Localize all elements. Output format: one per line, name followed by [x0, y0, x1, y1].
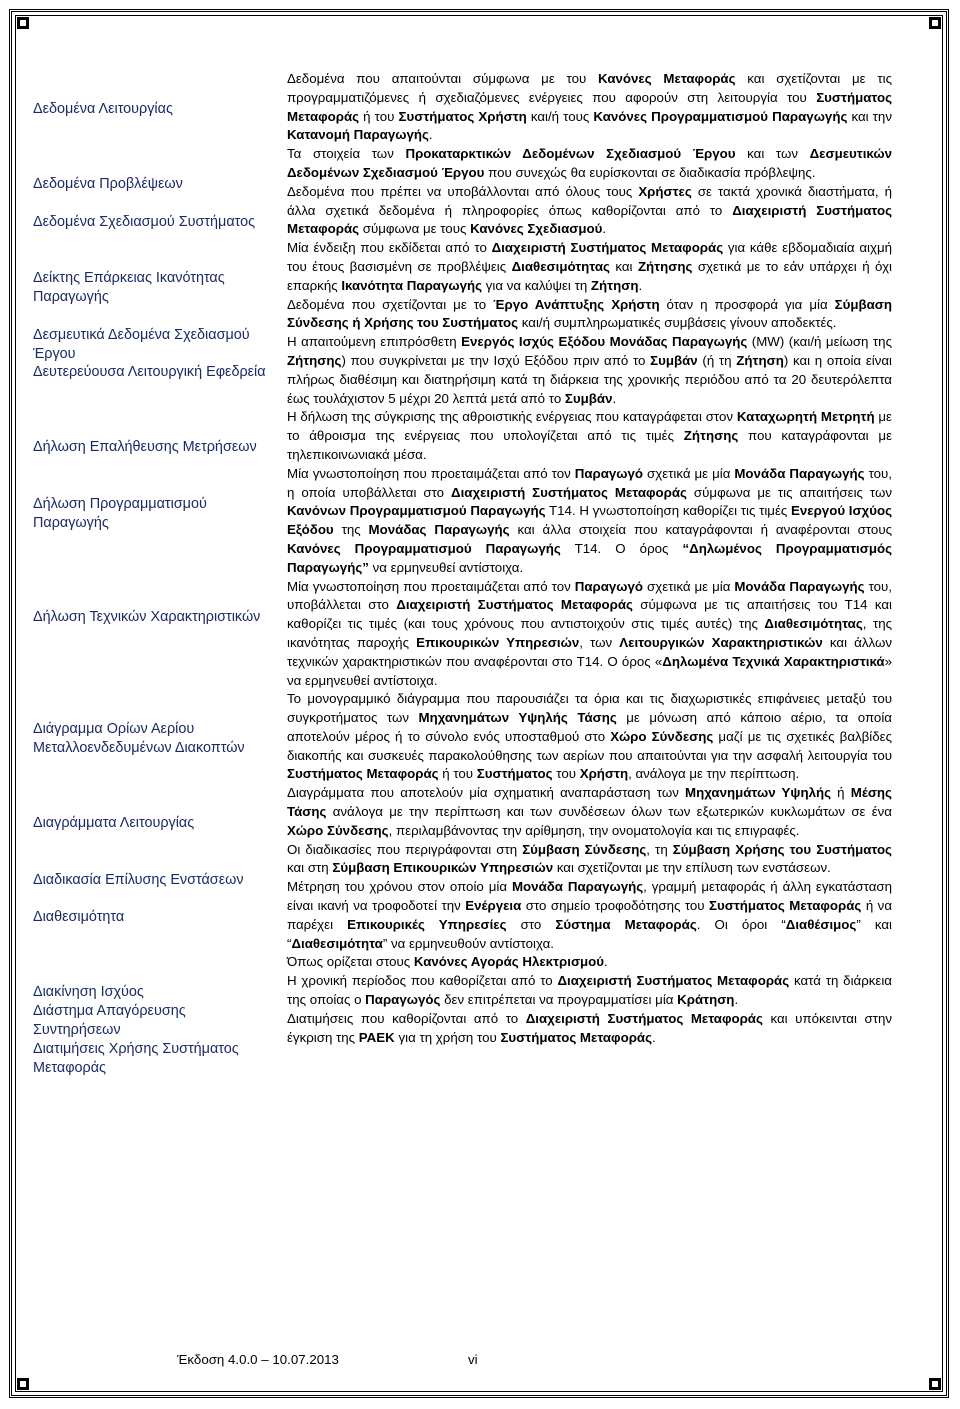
defined-term: Μονάδα Παραγωγής — [511, 879, 644, 895]
defined-term: Διαθεσιμότητας — [764, 616, 863, 632]
definition-text: Μέτρηση του χρόνου στον οποίο μία — [287, 879, 512, 895]
definition-text: και των — [735, 146, 810, 162]
defined-term: Σύμβαση Χρήσης του Συστήματος — [672, 841, 892, 857]
definition-text: σύμφωνα με τους — [359, 221, 471, 237]
defined-term: ΡΑΕΚ — [358, 1029, 395, 1045]
definition-text: Το μονογραμμικό διάγραμμα που παρουσιάζει τα όρια και τις διαχωριστικές επιφάνειες μεταξύ του συγκροτήματος των — [287, 691, 892, 726]
defined-term: Διαθεσιμότητα — [291, 935, 383, 951]
defined-term: Επικουρικές Υπηρεσίες — [347, 916, 507, 932]
term: Διατιμήσεις Χρήσης Συστήματος Μεταφοράς — [33, 1041, 239, 1076]
defined-term: Διαχειριστή Συστήματος Μεταφοράς — [396, 597, 633, 613]
defined-term: Συστήματος — [476, 766, 553, 782]
defined-term: Μέσης Τάσης — [287, 785, 892, 820]
definition-text: του, η οποία υποβάλλεται στο — [287, 465, 892, 500]
definition-text: και υπόκεινται στην έγκριση της — [287, 1010, 892, 1045]
defined-term: Χρήστη — [579, 766, 629, 782]
definition-text: Τ14. Ο όρος — [560, 540, 683, 556]
defined-term: Κανόνες Προγραμματισμού Παραγωγής — [593, 108, 848, 124]
definition-text: Δεδομένα που απαιτούνται σύμφωνα με του — [287, 71, 599, 86]
defined-term: Διαθεσιμότητας — [511, 258, 610, 274]
definition-text: σε τακτά χρονικά διαστήματα, ή άλλα σχετικά δεδομένα ή πληροφορίες όπως καθορίζονται από το — [287, 183, 892, 218]
definition-text: σχετικά με μία — [643, 578, 735, 594]
term: Διαθεσιμότητα — [33, 909, 125, 925]
defined-term: Παραγωγό — [574, 465, 644, 481]
defined-term: Μονάδα Παραγωγής — [734, 465, 865, 481]
definition — [287, 578, 892, 691]
page-number: vi — [468, 1352, 478, 1367]
definition — [287, 239, 892, 295]
definition-text: . — [638, 277, 643, 293]
definition-text: Μία γνωστοποίηση που προεταιμάζεται από τον — [287, 578, 575, 594]
definition-text: Τ14. Η γνωστοποίηση καθορίζει τις τιμές — [545, 503, 791, 519]
corner-ornament — [17, 17, 29, 29]
defined-term: Διαχειριστή Συστήματος Μεταφοράς — [287, 202, 892, 237]
definition-text: . Οι όροι “ — [696, 916, 786, 932]
defined-term: Κανόνες Προγραμματισμού Παραγωγής — [287, 540, 561, 556]
term: Διακίνηση Ισχύος — [33, 984, 144, 1000]
term: Διαγράμματα Λειτουργίας — [33, 815, 195, 831]
term: Δευτερεύουσα Λειτουργική Εφεδρεία — [33, 364, 266, 380]
definition-text: Η απαιτούμενη επιπρόσθετη — [287, 334, 462, 350]
definition-column — [287, 70, 892, 1047]
definition-text: ή του — [359, 108, 399, 124]
defined-term: Συμβάν — [564, 390, 613, 406]
defined-term: Σύμβαση Σύνδεσης — [522, 841, 647, 857]
defined-term: Μονάδα Παραγωγής — [734, 578, 865, 594]
defined-term: Σύμβαση Σύνδεσης ή Χρήσης του Συστήματος — [287, 296, 892, 331]
definition-text: Οι διαδικασίες που περιγράφονται στη — [287, 841, 523, 857]
definition-text: και — [609, 258, 638, 274]
definition-text: και σχετίζονται με τις προγραμματιζόμενες ή σχεδιαζόμενες ενέργειες που αφορούν στη λειτουργία του — [287, 71, 892, 105]
defined-term: Διαχειριστή Συστήματος Μεταφοράς — [491, 240, 724, 256]
definition-text: για τη χρήση του — [394, 1029, 501, 1045]
definition-text: και/ή συμπληρωματικές συμβάσεις γίνουν αποδεκτές. — [518, 315, 837, 331]
defined-term: Σύστημα Μεταφοράς — [555, 916, 697, 932]
definition — [287, 784, 892, 840]
defined-term: Συστήματος Μεταφοράς — [709, 898, 862, 914]
definition-text: , γραμμή μεταφοράς ή άλλη εγκατάσταση είναι ικανή να τροφοδοτεί την — [287, 879, 892, 914]
definition — [287, 408, 892, 464]
definition-text: δεν επιτρέπεται να προγραμματίσει μία — [440, 992, 678, 1008]
definition-text: και άλλων τεχνικών χαρακτηριστικών που αναφέρονται στο Τ14. Ο όρος « — [287, 634, 892, 669]
definition-text: . — [428, 127, 433, 143]
definition-text: όταν η προσφορά για μία — [659, 296, 835, 312]
definition-text: Η δήλωση της σύγκρισης της αθροιστικής ενέργειας που καταγράφεται στον — [287, 409, 737, 425]
term: Δήλωση Τεχνικών Χαρακτηριστικών — [33, 609, 261, 625]
defined-term: Κανόνων Προγραμματισμού Παραγωγής — [287, 503, 546, 519]
defined-term: Κράτηση — [677, 992, 735, 1008]
defined-term: Συστήματος Μεταφοράς — [287, 89, 892, 124]
defined-term: Ζήτησης — [683, 428, 739, 444]
definition — [287, 183, 892, 239]
corner-ornament — [17, 1378, 29, 1390]
definition — [287, 972, 892, 1010]
term: Δεσμευτικά Δεδομένα Σχεδιασμού Έργου — [33, 327, 250, 362]
defined-term: Μηχανημάτων Υψηλής Τάσης — [418, 710, 617, 726]
defined-term: Επικουρικών Υπηρεσιών — [416, 634, 580, 650]
defined-term: Ζήτησης — [637, 258, 693, 274]
term: Δείκτης Επάρκειας Ικανότητας Παραγωγής — [33, 270, 225, 305]
defined-term: Μηχανημάτων Υψηλής — [685, 785, 831, 801]
defined-term: “Δηλωμένος Προγραμματισμός Παραγωγής” — [287, 540, 892, 575]
defined-term: Συστήματος Χρήστη — [398, 108, 527, 124]
definition-text: και στη — [287, 860, 333, 876]
term: Δήλωση Προγραμματισμού Παραγωγής — [33, 496, 207, 531]
definition-text: του, υποβάλλεται στο — [287, 578, 892, 613]
definition-text: σχετικά με το εάν υπάρχει ή όχι επαρκής — [287, 258, 892, 293]
definition — [287, 145, 892, 183]
definition — [287, 333, 892, 408]
definition-text: . — [604, 954, 608, 970]
definition-text: και την — [847, 108, 892, 124]
definition-text: για να καλύψει τη — [482, 277, 591, 293]
definition-text: (MW) (και/ή μείωση της — [747, 334, 892, 350]
defined-term: Ενεργού Ισχύος Εξόδου — [287, 503, 892, 538]
definition — [287, 296, 892, 334]
definition-text: Μία γνωστοποίηση που προεταιμάζεται από τον — [287, 465, 575, 481]
definition — [287, 690, 892, 784]
definition-text: » να ερμηνευθεί αντίστοιχα. — [287, 653, 893, 688]
definition-text: . — [652, 1029, 656, 1045]
defined-term: Δεσμευτικών Δεδομένων Σχεδιασμού Έργου — [287, 146, 892, 180]
defined-term: Χώρο Σύνδεσης — [610, 728, 714, 744]
definition — [287, 465, 892, 578]
term: Δεδομένα Προβλέψεων — [33, 176, 183, 192]
defined-term: Ενέργεια — [465, 898, 522, 914]
term: Διάστημα Απαγόρευσης Συντηρήσεων — [33, 1003, 186, 1038]
definition-text: . — [612, 390, 617, 406]
corner-ornament — [929, 1378, 941, 1390]
definition — [287, 70, 892, 145]
definition-text: (ή τη — [697, 352, 737, 368]
definition-text: να ερμηνευθεί αντίστοιχα. — [368, 559, 524, 575]
defined-term: Ζήτησης — [287, 352, 342, 368]
defined-term: Διαχειριστή Συστήματος Μεταφοράς — [557, 973, 790, 989]
definition-text: με μόνωση από κάποιο αέριο, τα οποία αποτελούν μέρος ή το σύνολο ενός υποσταθμού στο — [287, 710, 892, 744]
definition-text: κατά τη διάρκεια της οποίας ο — [287, 973, 892, 1008]
definition-text: Μία ένδειξη που εκδίδεται από το — [287, 240, 492, 256]
definition-text: σύμφωνα με τις απαιτήσεις του Τ14 και καθορίζει τις τιμές (και τους χρόνους που αντιστοιχούν στις τιμές αυτές) της — [287, 597, 892, 632]
definition-text: Όπως ορίζεται στους — [287, 954, 414, 970]
defined-term: Συμβάν — [650, 352, 698, 368]
defined-term: Διαχειριστή Συστήματος Μεταφοράς — [451, 484, 687, 500]
definition-text: και σχετίζονται με την επίλυση των ενστάσεων. — [553, 860, 831, 876]
definition-text: , ανάλογα με την περίπτωση. — [628, 766, 800, 782]
defined-term: Κανόνες Μεταφοράς — [598, 71, 736, 86]
definition-text: Δεδομένα που πρέπει να υποβάλλονται από όλους τους — [287, 183, 639, 199]
term: Δεδομένα Λειτουργίας — [33, 101, 173, 117]
defined-term: Κανόνες Σχεδιασμού — [470, 221, 603, 237]
defined-term: Κατανομή Παραγωγής — [287, 127, 429, 143]
definition-text: Η χρονική περίοδος που καθορίζεται από το — [287, 973, 558, 989]
defined-term: Λειτουργικών Χαρακτηριστικών — [619, 634, 823, 650]
defined-term: Ζήτηση — [590, 277, 639, 293]
defined-term: Προκαταρκτικών Δεδομένων Σχεδιασμού Έργου — [405, 146, 736, 162]
defined-term: Συστήματος Μεταφοράς — [287, 766, 439, 782]
definition-text: σχετικά με μία — [643, 465, 735, 481]
definition-text: που καταγράφονται με τηλεπικοινωνιακά μέσα. — [287, 428, 892, 462]
defined-term: Κανόνες Αγοράς Ηλεκτρισμού — [413, 954, 605, 970]
defined-term: Ενεργός Ισχύς Εξόδου Μονάδας Παραγωγής — [461, 334, 748, 350]
definition-text: μαζί με τις σχετικές βαλβίδες διακοπής και συσκευές παρακολούθησης των αερίων που απαιτούνται για την ασφαλή λειτουργία του — [287, 728, 892, 763]
definition-text: Διαγράμματα που αποτελούν μία σχηματική αναπαράσταση των — [287, 785, 686, 801]
defined-term: Διαθέσιμος — [785, 916, 857, 932]
definition-text: στο — [506, 916, 556, 932]
definition-text: ) και η οποία είναι πλήρως διαθέσιμη και διατηρήσιμη κατά τη διάρκεια της χρονικής περιόδου από τα 20 δευτερόλεπτα έως τουλάχιστον 5 μέχρι 20 λεπτά μετά από το — [287, 352, 892, 406]
defined-term: Χώρο Σύνδεσης — [287, 822, 389, 838]
defined-term: Σύμβαση Επικουρικών Υπηρεσιών — [332, 860, 554, 876]
defined-term: Δηλωμένα Τεχνικά Χαρακτηριστικά — [662, 653, 885, 669]
defined-term: Χρήστες — [638, 183, 692, 199]
definition-text: που συνεχώς θα ευρίσκονται σε διαδικασία πρόβλεψης. — [484, 164, 816, 180]
definition-text: , περιλαμβάνοντας την αρίθμηση, την ονοματολογία και τις επιγραφές. — [388, 822, 800, 838]
defined-term: Συστήματος Μεταφοράς — [500, 1029, 653, 1045]
term: Δεδομένα Σχεδιασμού Συστήματος — [33, 214, 256, 230]
defined-term: Παραγωγό — [574, 578, 644, 594]
term: Διαδικασία Επίλυσης Ενστάσεων — [33, 872, 244, 888]
definition-text: ανάλογα με την περίπτωση και των συνδέσεων όλων των εξωτερικών κυκλωμάτων σε ένα — [326, 804, 892, 820]
definition-text: ” να ερμηνευθούν αντίστοιχα. — [382, 935, 554, 951]
definition — [287, 841, 892, 879]
footer-version: Έκδοση 4.0.0 – 10.07.2013 — [177, 1352, 339, 1367]
corner-ornament — [929, 17, 941, 29]
definition-text: , της ικανότητας παροχής — [287, 616, 893, 650]
definition — [287, 878, 892, 953]
definition — [287, 953, 892, 972]
definition-text: του — [552, 766, 580, 782]
definition-text: στο σημείο τροφοδότησης του — [521, 898, 710, 914]
term: Διάγραμμα Ορίων Αερίου Μεταλλοενδεδυμένων Διακοπτών — [33, 721, 245, 756]
definition-text: και/ή τους — [526, 108, 594, 124]
defined-term: Ικανότητα Παραγωγής — [341, 277, 483, 293]
defined-term: Παραγωγός — [365, 992, 441, 1008]
definition — [287, 1010, 892, 1048]
defined-term: Διαχειριστή Συστήματος Μεταφοράς — [525, 1010, 763, 1026]
definition-text: ) που συγκρίνεται με την Ισχύ Εξόδου πριν από το — [341, 352, 651, 368]
defined-term: Ζήτηση — [736, 352, 784, 368]
definition-text: . — [602, 221, 607, 237]
definition-text: για κάθε εβδομαδιαία αιχμή του έτους βασισμένη σε προβλέψεις — [287, 240, 892, 274]
definition-text: με το άθροισμα της ενέργειας που υπολογίζεται από τις τιμές — [287, 409, 892, 444]
term: Δήλωση Επαλήθευσης Μετρήσεων — [33, 439, 257, 455]
definition-text: ή του — [438, 766, 477, 782]
definition-text: σύμφωνα με τις απαιτήσεις των — [686, 484, 892, 500]
defined-term: Καταχωρητή Μετρητή — [736, 409, 875, 425]
definition-text: ” και “ — [287, 916, 892, 951]
definition-text: , των — [579, 634, 620, 650]
defined-term: Μονάδας Παραγωγής — [368, 522, 510, 538]
definition-text: Διατιμήσεις που καθορίζονται από το — [287, 1010, 526, 1026]
definition-text: , τη — [646, 841, 673, 857]
defined-term: Έργο Ανάπτυξης Χρήστη — [493, 296, 660, 312]
definition-text: της — [333, 522, 369, 538]
definition-text: και άλλα στοιχεία που καταγράφονται ή αναφέρονται στους — [509, 522, 893, 538]
definition-text: Δεδομένα που σχετίζονται με το — [287, 296, 494, 312]
definition-text: ή — [831, 785, 851, 801]
definition-text: ή να παρέχει — [287, 898, 893, 932]
definition-text: Τα στοιχεία των — [287, 146, 406, 162]
definition-text: . — [734, 992, 739, 1008]
